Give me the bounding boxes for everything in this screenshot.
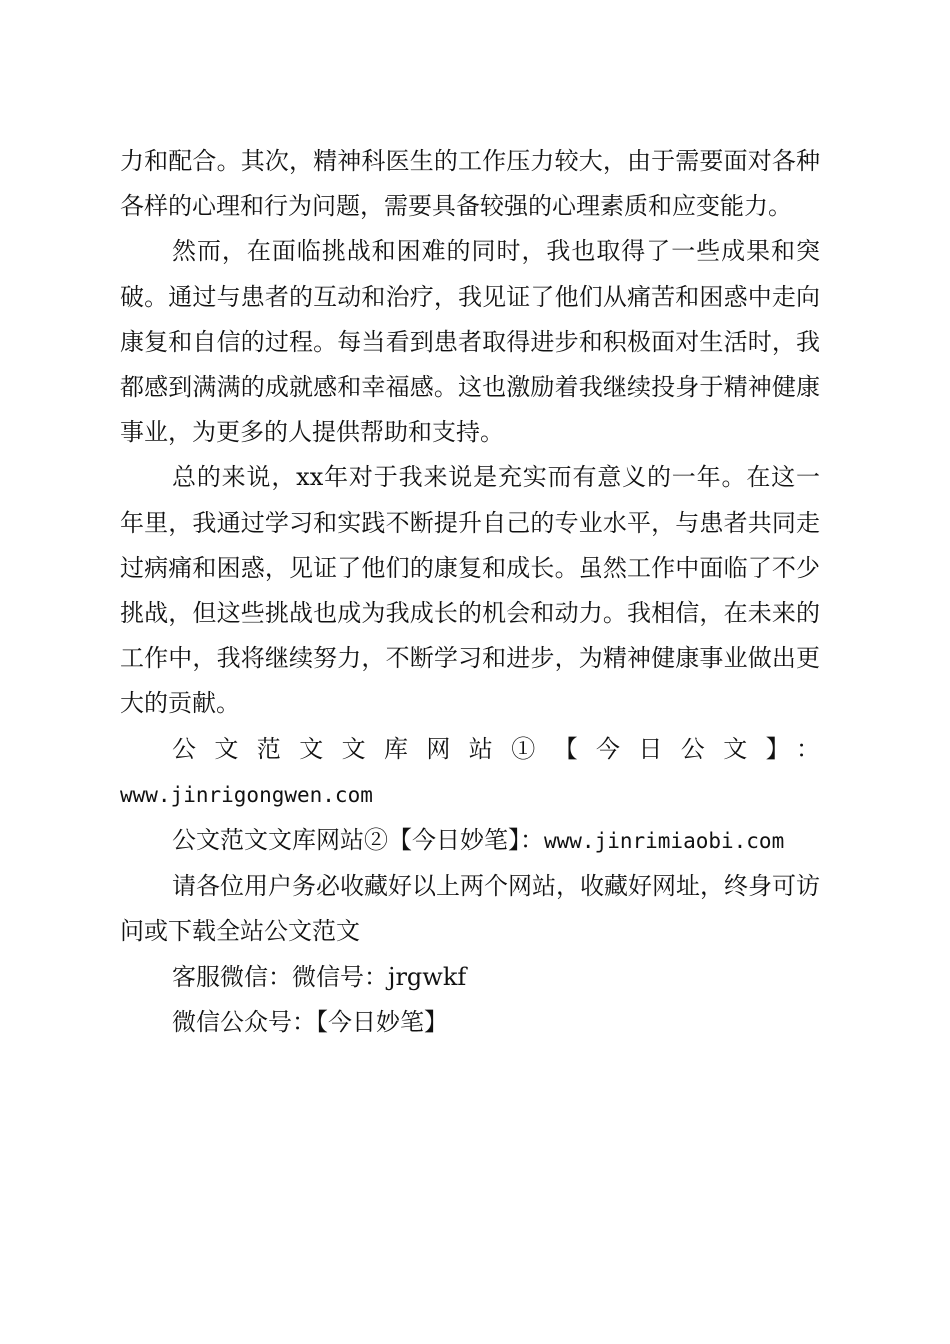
paragraph-continued: 力和配合。其次，精神科医生的工作压力较大，由于需要面对各种各样的心理和行为问题，需要具备较强的心理素质和应变能力。	[120, 147, 820, 221]
site1-link[interactable]: www.jinrigongwen.com	[120, 782, 373, 807]
footer-site1-url[interactable]	[120, 772, 820, 818]
footer-site2	[120, 818, 820, 864]
footer-site2-label: 公文范文文库网站②【今日妙笔】：	[172, 826, 544, 855]
footer-wechat-public: 微信公众号：【今日妙笔】	[172, 1007, 448, 1036]
footer-site1-label: 公文范文文库网站①【今日公文】：	[172, 734, 820, 763]
site2-link[interactable]: www.jinrimiaobi.com	[544, 829, 785, 854]
document-page	[120, 139, 820, 1045]
footer-notice: 请各位用户务必收藏好以上两个网站，收藏好网址，终身可访问或下载全站公文范文	[120, 872, 820, 946]
paragraph-summary: 总的来说，xx年对于我来说是充实而有意义的一年。在这一年里，我通过学习和实践不断提升自己的专业水平，与患者共同走过病痛和困惑，见证了他们的康复和成长。虽然工作中面临了不少挑战，但这些挑战也成为我成长的机会和动力。我相信，在未来的工作中，我将继续努力，不断学习和进步，为精神健康事业做出更大的贡献。	[120, 463, 820, 718]
footer-wechat-service: 客服微信：微信号：jrgwkf	[172, 962, 467, 991]
paragraph-achievements: 然而，在面临挑战和困难的同时，我也取得了一些成果和突破。通过与患者的互动和治疗，我见证了他们从痛苦和困惑中走向康复和自信的过程。每当看到患者取得进步和积极面对生活时，我都感到满满的成就感和幸福感。这也激励着我继续投身于精神健康事业，为更多的人提供帮助和支持。	[120, 237, 820, 447]
